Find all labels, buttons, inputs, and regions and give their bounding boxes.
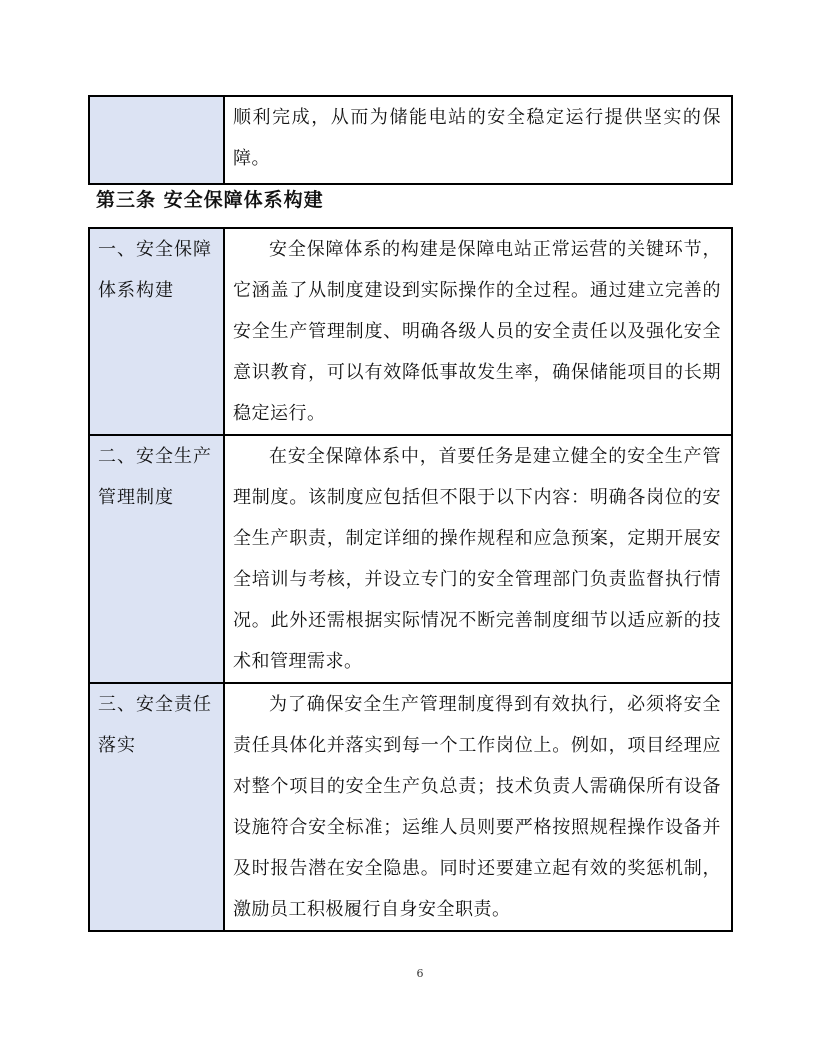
table-row [89,435,732,683]
row-content-cell: 在安全保障体系中，首要任务是建立健全的安全生产管理制度。该制度应包括但不限于以下内容：明确各岗位的安全生产职责，制定详细的操作规程和应急预案，定期开展安全培训与考核，并设立专门的安全管理部门负责监督执行情况。此外还需根据实际情况不断完善制度细节以适应新的技术和管理需求。 [224,435,732,683]
page-number: 6 [416,967,424,980]
article-heading: 第三条 安全保障体系构建 [96,189,324,211]
row-content-cell: 安全保障体系的构建是保障电站正常运营的关键环节，它涵盖了从制度建设到实际操作的全过程。通过建立完善的安全生产管理制度、明确各级人员的安全责任以及强化安全意识教育，可以有效降低事故发生率，确保储能项目的长期稳定运行。 [224,228,732,435]
table-row [89,228,732,435]
row-label-cell: 二、安全生产管理制度 [89,435,224,683]
article-table [88,227,733,932]
row-label-cell: 三、安全责任落实 [89,683,224,931]
row-content-cell: 顺利完成，从而为储能电站的安全稳定运行提供坚实的保障。 [224,96,732,184]
continuation-table [88,95,733,185]
row-label-cell: 一、安全保障体系构建 [89,228,224,435]
row-content-cell: 为了确保安全生产管理制度得到有效执行，必须将安全责任具体化并落实到每一个工作岗位上。例如，项目经理应对整个项目的安全生产负总责；技术负责人需确保所有设备设施符合安全标准；运维人员则要严格按照规程操作设备并及时报告潜在安全隐患。同时还要建立起有效的奖惩机制，激励员工积极履行自身安全职责。 [224,683,732,931]
table-row [89,683,732,931]
table-row [89,96,732,184]
row-label-cell [89,96,224,184]
